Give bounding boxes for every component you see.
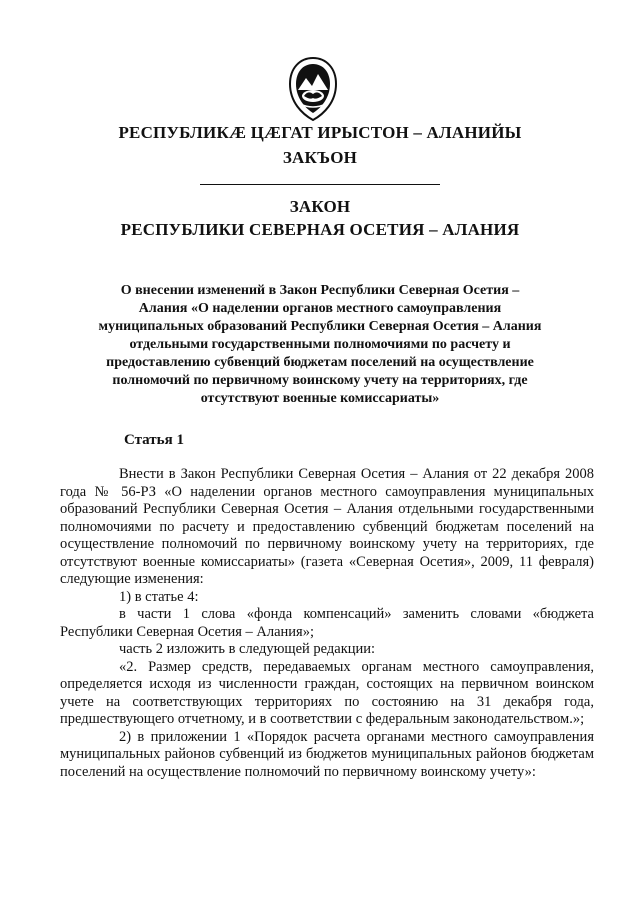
ossetian-republic-title: РЕСПУБЛИКӔ ЦӔГАТ ИРЫСТОН – АЛАНИЙЫ <box>118 123 522 142</box>
paragraph: в части 1 слова «фонда компенсаций» заменить словами «бюджета Республики Северная Осетия – Алания»; <box>60 606 594 640</box>
ossetian-law-title: ЗАКЪОН <box>282 148 358 167</box>
law-subject: О внесении изменений в Закон Республики Северная Осетия – Алания «О наделении органов местного самоуправления муниципальных образований Республики Северная Осетия – Алания отдельными государственными полномочиями по расчету и предоставлению субвенций бюджетам поселений на осуществление полномочий по первичному воинскому учету на территориях, где отсутствуют военные комиссариаты» <box>98 283 542 406</box>
republic-title: РЕСПУБЛИКИ СЕВЕРНАЯ ОСЕТИЯ – АЛАНИЯ <box>120 220 520 239</box>
coat-of-arms-icon <box>286 56 340 122</box>
paragraph: Внести в Закон Республики Северная Осетия – Алания от 22 декабря 2008 года № 56-РЗ «О наделении органов местного самоуправления муниципальных образований Республики Северная Осетия – Алания отдельными государственными полномочиями по расчету и предоставлению субвенций бюджетам поселений на осуществление полномочий по первичному воинскому учету на территориях, где отсутствуют военные комиссариаты» (газета «Северная Осетия», 2009, 11 февраля) следующие изменения: <box>60 466 594 587</box>
article-body <box>60 466 594 781</box>
article-title: Статья 1 <box>124 432 184 448</box>
header-divider <box>200 184 440 185</box>
paragraph: часть 2 изложить в следующей редакции: <box>119 641 376 657</box>
paragraph: «2. Размер средств, передаваемых органам местного самоуправления, определяется исходя из численности граждан, состоящих на первичном воинском учете на соответствующих территориях по состоянию на 31 декабря года, предшествующего отчетному, и в соответствии с федеральным законодательством.»; <box>60 658 594 727</box>
law-title: ЗАКОН <box>289 197 351 216</box>
paragraph: 2) в приложении 1 «Порядок расчета органами местного самоуправления муниципальных районов субвенций из бюджетов муниципальных районов бюджетам поселений на осуществление полномочий по первичному воинскому учету»: <box>60 728 594 780</box>
paragraph: 1) в статье 4: <box>119 588 199 605</box>
